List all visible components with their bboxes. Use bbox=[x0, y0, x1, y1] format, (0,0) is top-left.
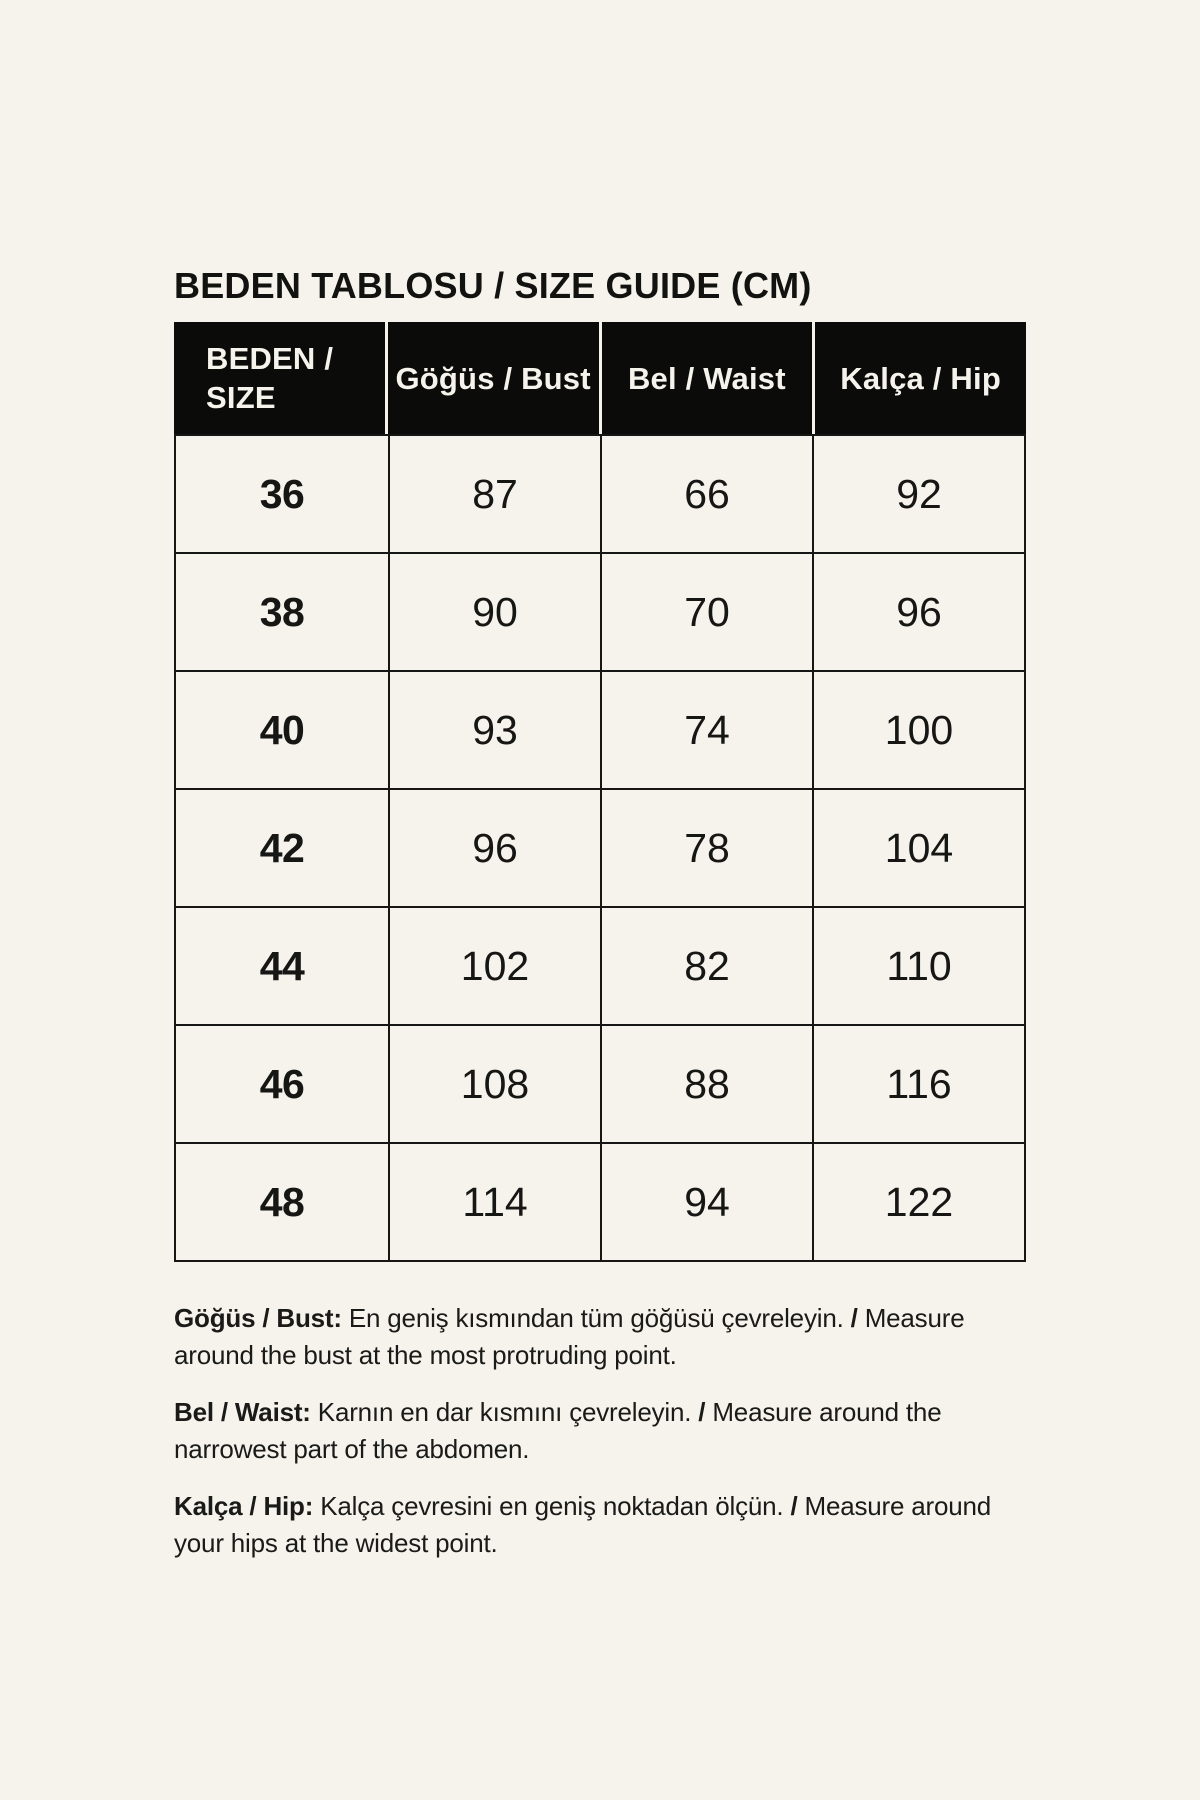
footnote-hip-slash: / bbox=[790, 1491, 798, 1521]
waist-cell: 66 bbox=[600, 436, 812, 552]
hip-cell: 122 bbox=[812, 1142, 1024, 1260]
hip-cell: 100 bbox=[812, 670, 1024, 788]
bust-cell: 108 bbox=[388, 1024, 600, 1142]
footnote-bust-en1: Measure bbox=[857, 1303, 965, 1333]
footnote-hip-en2: your hips at the widest point. bbox=[174, 1528, 498, 1558]
size-cell: 36 bbox=[176, 436, 388, 552]
size-table-header-row bbox=[174, 322, 1026, 434]
footnote-bust-label: Göğüs / Bust: bbox=[174, 1303, 342, 1333]
col-header-size-line2: SIZE bbox=[206, 380, 276, 415]
footnotes bbox=[174, 1300, 1064, 1582]
hip-cell: 116 bbox=[812, 1024, 1024, 1142]
footnote-waist-tr: Karnın en dar kısmını çevreleyin. bbox=[310, 1397, 699, 1427]
hip-cell: 92 bbox=[812, 436, 1024, 552]
page-title: BEDEN TABLOSU / SIZE GUIDE (CM) bbox=[174, 265, 812, 307]
size-table-body bbox=[174, 434, 1026, 1262]
footnote-bust-slash: / bbox=[850, 1303, 858, 1333]
footnote-waist-slash: / bbox=[698, 1397, 706, 1427]
size-cell: 42 bbox=[176, 788, 388, 906]
col-header-hip: Kalça / Hip bbox=[815, 322, 1026, 434]
footnote-waist-label: Bel / Waist: bbox=[174, 1397, 311, 1427]
waist-cell: 78 bbox=[600, 788, 812, 906]
footnote-waist-en2: narrowest part of the abdomen. bbox=[174, 1434, 530, 1464]
size-cell: 46 bbox=[176, 1024, 388, 1142]
waist-cell: 74 bbox=[600, 670, 812, 788]
size-cell: 38 bbox=[176, 552, 388, 670]
waist-cell: 82 bbox=[600, 906, 812, 1024]
footnote-bust-tr: En geniş kısmından tüm göğüsü çevreleyin. bbox=[341, 1303, 851, 1333]
size-table bbox=[174, 322, 1026, 1262]
size-cell: 48 bbox=[176, 1142, 388, 1260]
footnote-bust bbox=[174, 1300, 1064, 1374]
hip-cell: 96 bbox=[812, 552, 1024, 670]
bust-cell: 93 bbox=[388, 670, 600, 788]
footnote-hip-tr: Kalça çevresini en geniş noktadan ölçün. bbox=[313, 1491, 791, 1521]
waist-cell: 70 bbox=[600, 552, 812, 670]
bust-cell: 102 bbox=[388, 906, 600, 1024]
size-cell: 44 bbox=[176, 906, 388, 1024]
footnote-bust-en2: around the bust at the most protruding point. bbox=[174, 1340, 677, 1370]
footnote-hip bbox=[174, 1488, 1064, 1562]
waist-cell: 88 bbox=[600, 1024, 812, 1142]
col-header-size bbox=[174, 322, 385, 434]
col-header-bust: Göğüs / Bust bbox=[388, 322, 599, 434]
col-header-waist: Bel / Waist bbox=[602, 322, 813, 434]
footnote-hip-en1: Measure around bbox=[797, 1491, 992, 1521]
hip-cell: 110 bbox=[812, 906, 1024, 1024]
footnote-hip-label: Kalça / Hip: bbox=[174, 1491, 314, 1521]
bust-cell: 114 bbox=[388, 1142, 600, 1260]
hip-cell: 104 bbox=[812, 788, 1024, 906]
waist-cell: 94 bbox=[600, 1142, 812, 1260]
bust-cell: 87 bbox=[388, 436, 600, 552]
bust-cell: 96 bbox=[388, 788, 600, 906]
size-cell: 40 bbox=[176, 670, 388, 788]
footnote-waist bbox=[174, 1394, 1064, 1468]
bust-cell: 90 bbox=[388, 552, 600, 670]
col-header-size-line1: BEDEN / bbox=[206, 341, 334, 376]
footnote-waist-en1: Measure around the bbox=[705, 1397, 942, 1427]
